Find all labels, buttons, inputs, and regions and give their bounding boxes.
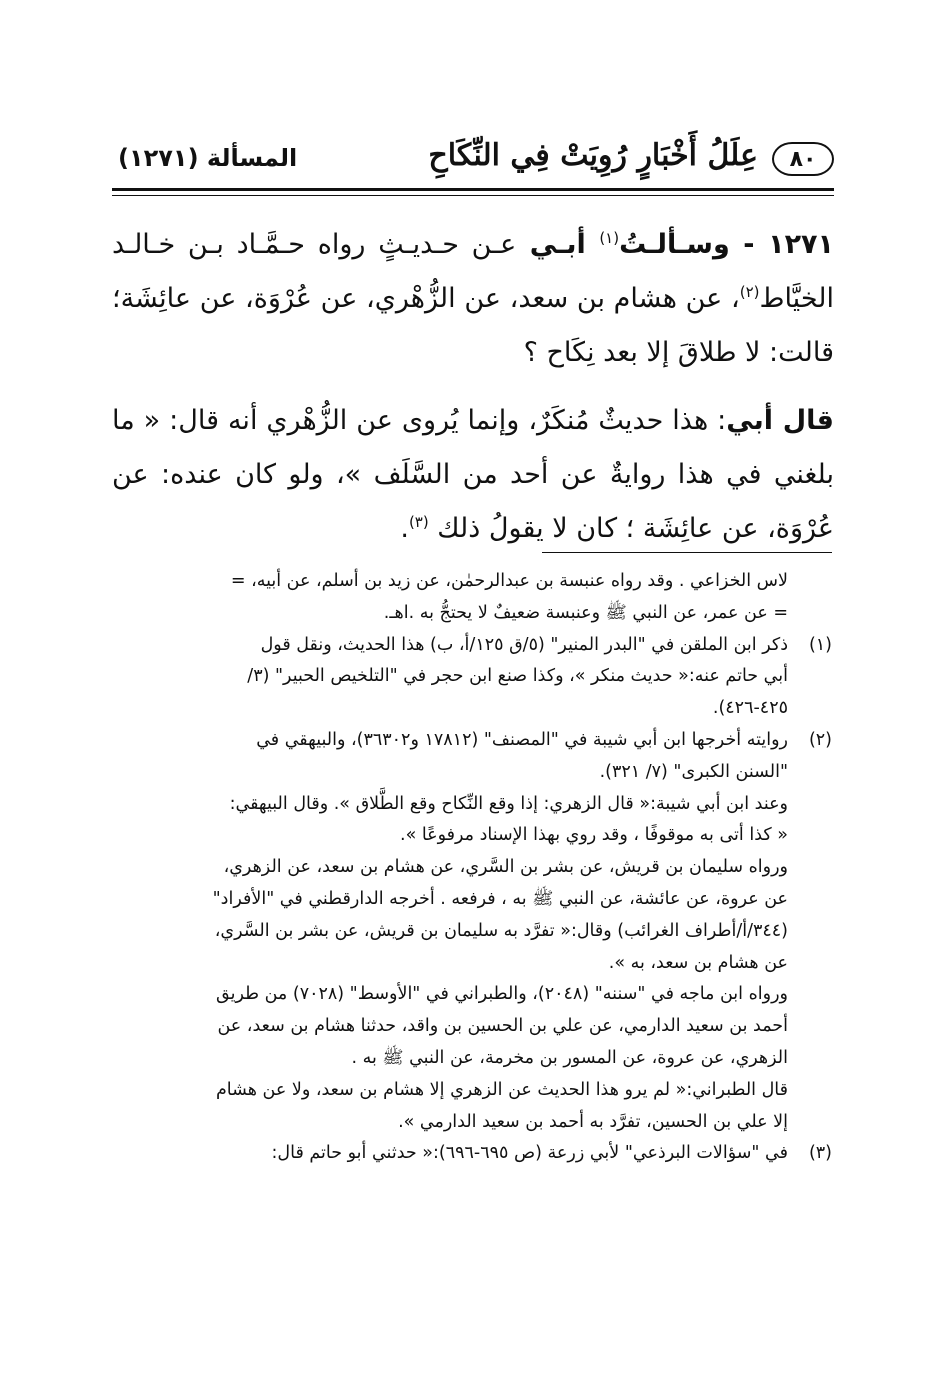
footnote-number: (١) — [808, 634, 832, 655]
footnote-ref-2: (٢) — [739, 283, 760, 301]
footnote-line: وعند ابن أبي شيبة:« قال الزهري: إذا وقع النِّكاح وقع الطَّلاق ». وقال البيهقي: — [229, 793, 788, 814]
header-rule-thin — [112, 195, 834, 196]
footnote-line: قال الطبراني:« لم يرو هذا الحديث عن الزهري إلا هشام بن سعد، ولا عن هشام — [215, 1079, 788, 1100]
footnote-body — [108, 630, 788, 725]
footnote-line: (٣٤٤/أ/أطراف الغرائب) وقال:« تفرَّد به سليمان بن قريش، عن بشر بن السَّري، — [214, 920, 788, 941]
footnote-line: = عن عمر، عن النبي ﷺ وعنبسة ضعيفٌ لا يحتجُّ به .اهـ. — [383, 602, 788, 623]
question-paragraph — [112, 218, 834, 380]
footnote-line: « كذا أتى به موقوفًا ، وقد روي بهذا الإسناد مرفوعًا ». — [400, 825, 788, 846]
answer-text: : هذا حديثٌ مُنكَرٌ، وإنما يُروى عن الزُّهْري أنه قال: « ما بلغني في هذا روايةٌ عن أحد من السَّلَف »، ولو كان عنده: عن عُرْوَة، عن عائِشَة ؛ كان لا يقولُ ذلك — [112, 405, 834, 544]
footnote-line: لاس الخزاعي . وقد رواه عنبسة بن عبدالرحمٰن، عن زيد بن أسلم، عن أبيه، = — [230, 571, 788, 591]
footnote-line: عن عروة، عن عائشة، عن النبي ﷺ به ، فرفعه . أخرجه الدارقطني في "الأفراد" — [212, 888, 788, 909]
main-text — [112, 218, 834, 556]
footnote-2-continued — [108, 789, 832, 1139]
page-number: ٨٠ — [772, 142, 834, 176]
footnote-line: الزهري، عن عروة، عن المسور بن مخرمة، عن النبي ﷺ به . — [351, 1047, 788, 1068]
footnote-line: "السنن الكبرى" (٧/ ٣٢١). — [599, 761, 788, 782]
issue-label: المسألة (١٢٧١) — [118, 144, 298, 172]
answer-speaker: قال أبي — [726, 405, 834, 436]
footnote-line: أبي حاتم عنه:« حديث منكر »، وكذا صنع ابن حجر في "التلخيص الحبير" (٣/ — [247, 666, 788, 687]
answer-paragraph — [112, 394, 834, 556]
question-text-b: ، عن هشام بن سعد، عن الزُّهْري، عن عُرْوَة، عن عائِشَة؛ قالت: لا طلاقَ إلا بعد نِكَاح ؟ — [112, 283, 834, 368]
footnote-line: أحمد بن سعيد الدارمي، عن علي بن الحسين بن واقد، حدثنا هشام بن سعد، عن — [217, 1016, 788, 1037]
footnote-separator — [542, 552, 832, 553]
footnote-line: روايته أخرجها ابن أبي شيبة في "المصنف" (١٧٨١٢ و٣٦٣٠٢)، والبيهقي في — [256, 729, 788, 750]
footnote-2 — [108, 725, 832, 789]
footnote-3 — [108, 1138, 832, 1170]
footnote-carryover — [108, 566, 832, 630]
footnote-number: (٣) — [808, 1143, 832, 1164]
page-header — [112, 138, 834, 182]
footnote-line: إلا علي بن الحسين، تفرَّد به أحمد بن سعيد الدارمي ». — [398, 1111, 788, 1132]
footnote-number: (٢) — [808, 729, 832, 750]
footnote-line: ورواه ابن ماجه في "سننه" (٢٠٤٨)، والطبراني في "الأوسط" (٧٠٢٨) من طريق — [215, 984, 788, 1005]
footnote-body — [108, 1138, 788, 1170]
footnotes — [108, 566, 832, 1170]
footnote-body — [108, 725, 788, 789]
footnote-line: عن هشام بن سعد، به ». — [608, 952, 788, 973]
footnote-ref-3: (٣) — [408, 513, 429, 531]
question-text-a: عـن حـديـثٍ رواه حـمَّـاد بـن خـالـد الخيَّاط — [112, 229, 834, 314]
answer-end: . — [400, 513, 409, 544]
narrator-name: أبـي — [516, 229, 600, 260]
footnote-ref-1: (١) — [599, 229, 620, 247]
footnote-line: في "سؤالات البرذعي" لأبي زرعة (ص ٦٩٥-٦٩٦):« حدثني أبو حاتم قال: — [271, 1143, 788, 1164]
book-title: عِلَلُ أَخْبَارٍ رُوِيَتْ فِي النِّكَاحِ — [428, 138, 758, 173]
question-number: ١٢٧١ - وسـألـتُ — [619, 229, 835, 260]
header-rule — [112, 188, 834, 191]
footnote-line: ورواه سليمان بن قريش، عن بشر بن السَّري، عن هشام بن سعد، عن الزهري، — [223, 857, 788, 878]
footnote-line: ٤٢٥-٤٢٦). — [712, 698, 788, 719]
footnote-1 — [108, 630, 832, 725]
footnote-line: ذكر ابن الملقن في "البدر المنير" (٥/ق ١٢٥/أ، ب) هذا الحديث، ونقل قول — [260, 634, 788, 655]
